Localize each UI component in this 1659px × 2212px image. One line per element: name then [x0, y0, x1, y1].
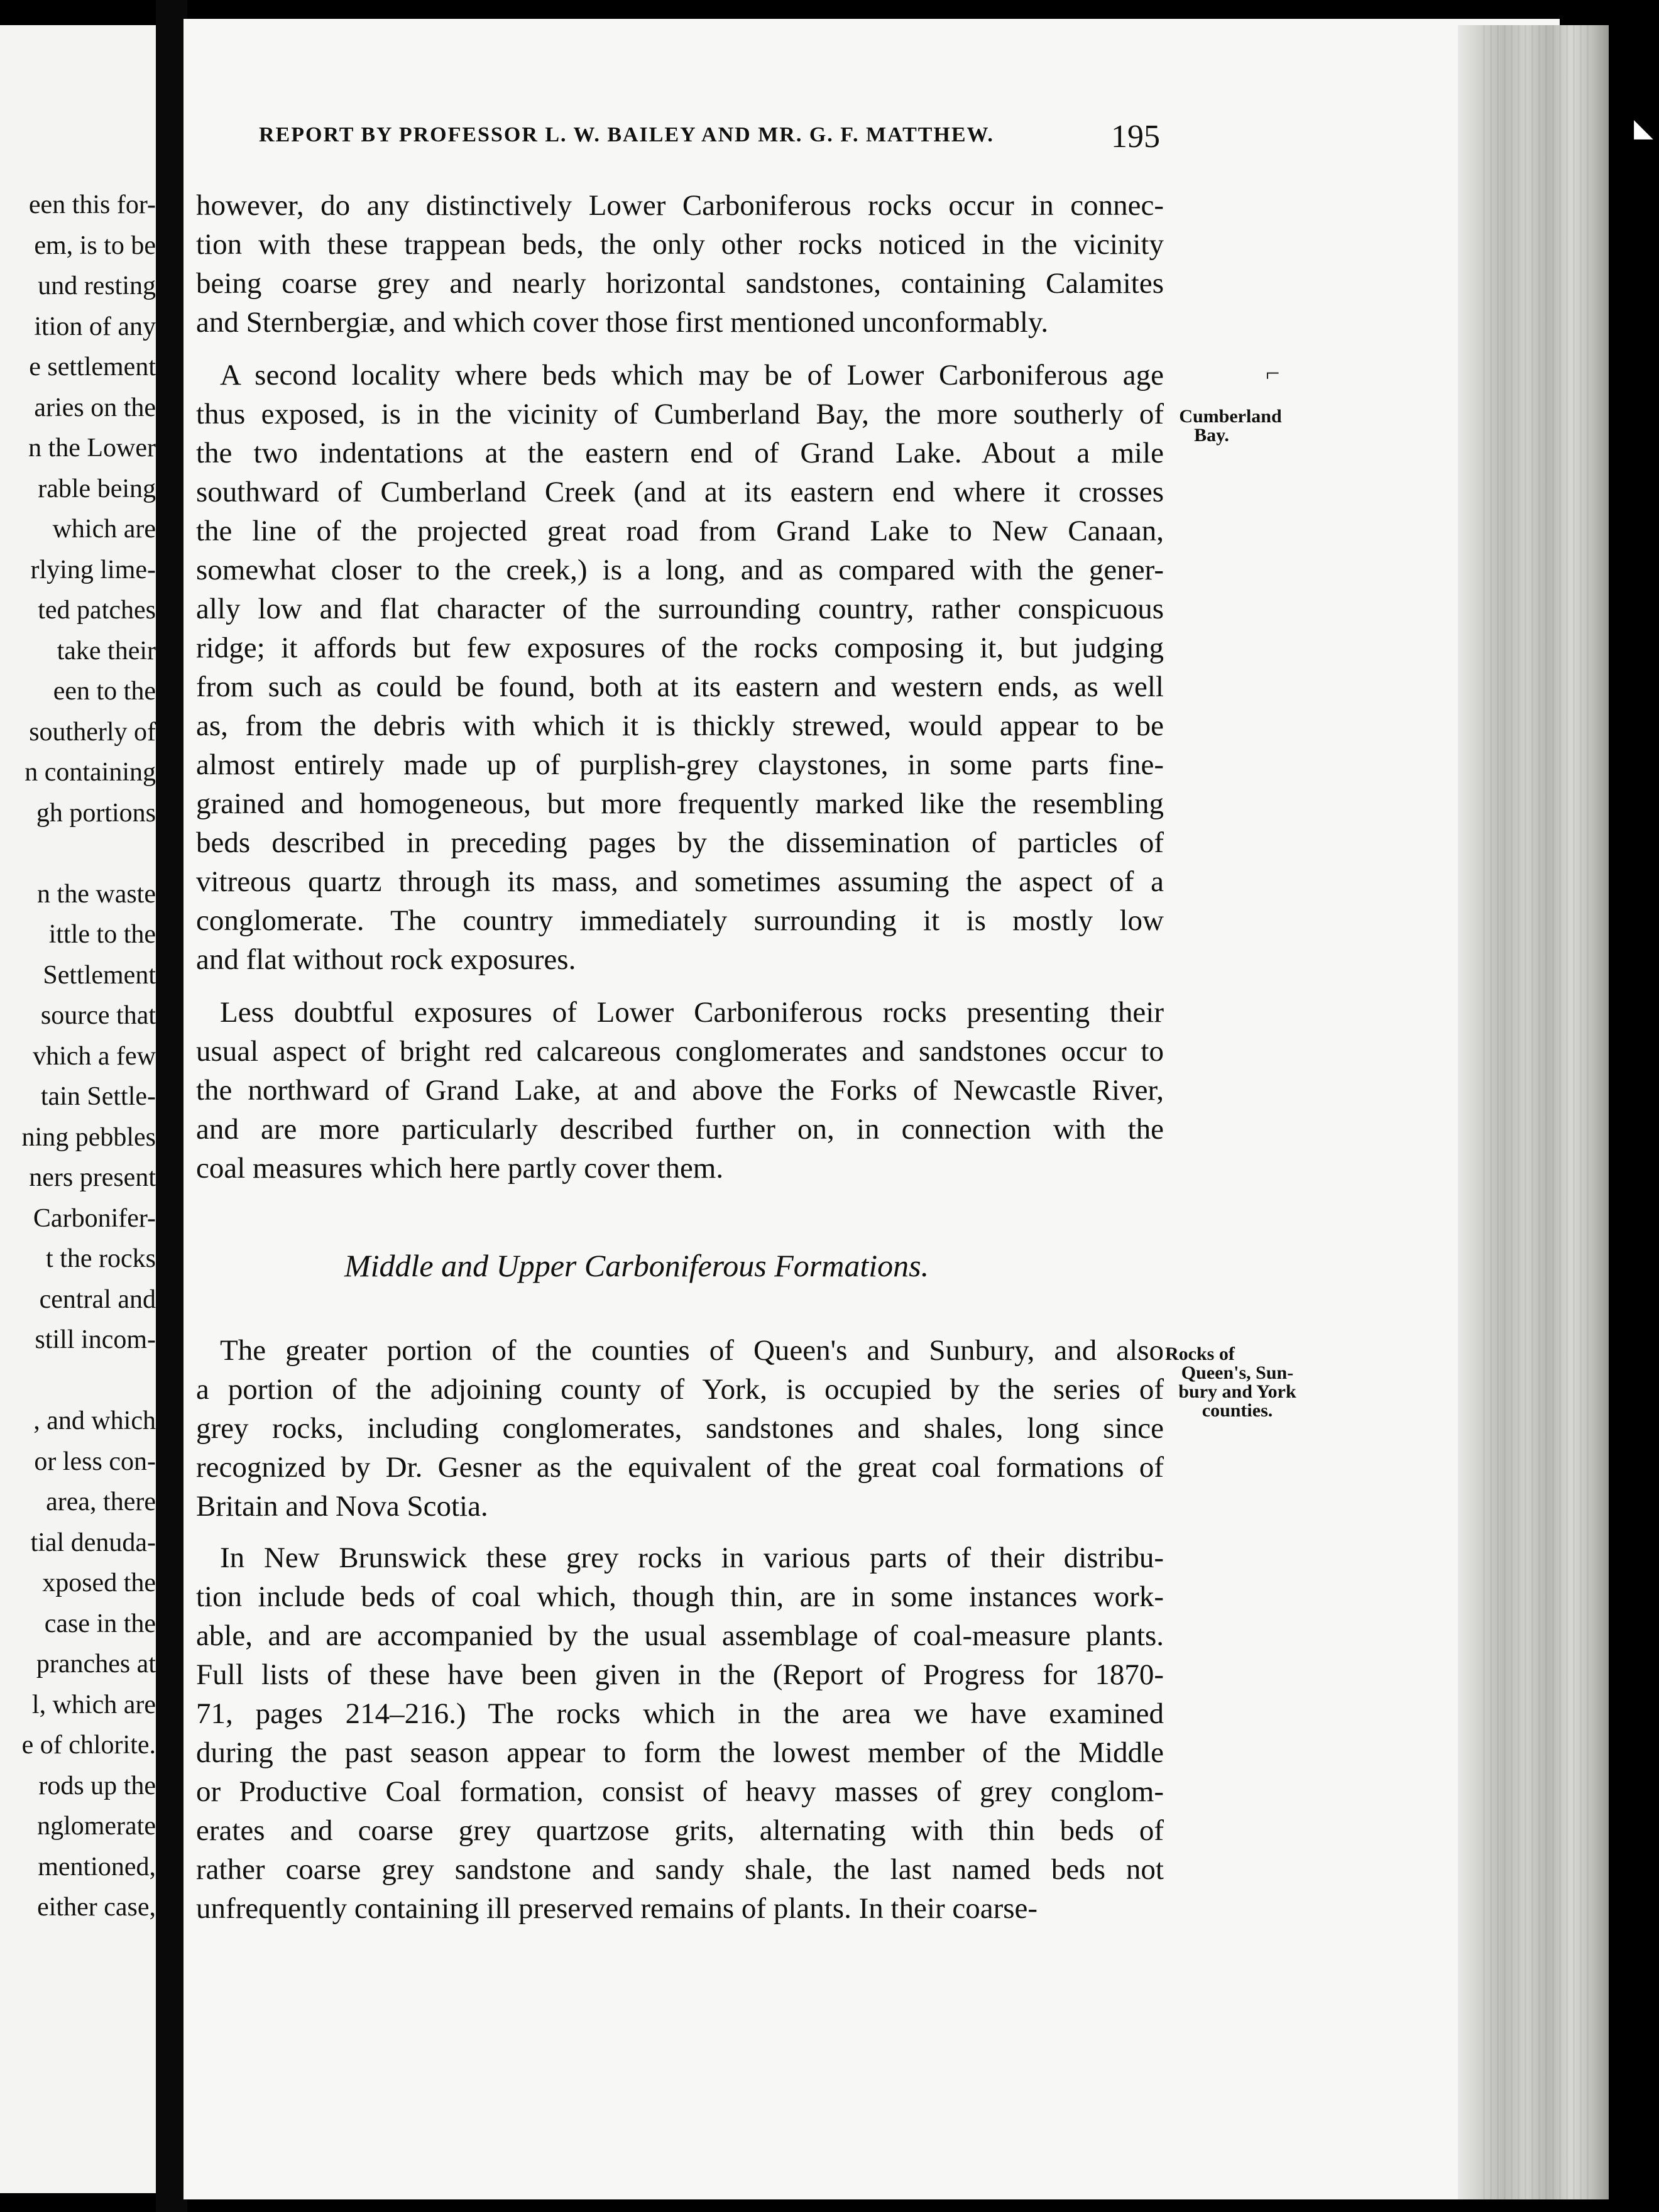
paragraph-line: Full lists of these have been given in the (Report of Progress for 1870- — [196, 1658, 1164, 1691]
paragraph-line: the line of the projected great road from Grand Lake to New Canaan, — [196, 515, 1164, 547]
left-page-line: or less con- — [34, 1447, 156, 1476]
paragraph-line: ridge; it affords but few exposures of the rocks composing it, but judging — [196, 632, 1164, 664]
paragraph-line: erates and coarse grey quartzose grits, alternating with thin beds of — [196, 1814, 1164, 1847]
left-page-line: gh portions — [36, 798, 156, 828]
left-page-line: ted patches — [38, 596, 156, 625]
paragraph-line: tion with these trappean beds, the only other rocks noticed in the vicinity — [196, 228, 1164, 261]
section-heading: Middle and Upper Carboniferous Formations. — [344, 1248, 929, 1283]
left-page-line: ners present — [29, 1163, 156, 1192]
left-page-line: tain Settle- — [40, 1082, 156, 1111]
paragraph-line: however, do any distinctively Lower Carboniferous rocks occur in connec- — [196, 189, 1164, 222]
paragraph-line: vitreous quartz through its mass, and sometimes assuming the aspect of a — [196, 865, 1164, 898]
paragraph-line: unfrequently containing ill preserved remains of plants. In their coarse- — [196, 1892, 1038, 1925]
paragraph-line: 71, pages 214–216.) The rocks which in the area we have examined — [196, 1697, 1164, 1730]
left-page-line: t the rocks — [46, 1244, 156, 1273]
left-page-line: mentioned, — [38, 1852, 156, 1881]
paragraph-line: or Productive Coal formation, consist of heavy masses of grey conglom- — [196, 1775, 1164, 1808]
margin-note-line: Cumberland — [1179, 406, 1282, 427]
margin-note-line: counties. — [1202, 1400, 1273, 1421]
left-page-line: e settlement — [29, 353, 156, 381]
page-edge-texture — [1483, 25, 1590, 2199]
left-page-line: n containing — [25, 758, 156, 787]
left-page-line: n the waste — [37, 879, 156, 909]
left-page-line: which are — [52, 515, 156, 544]
left-page — [0, 25, 156, 2193]
paragraph-line: recognized by Dr. Gesner as the equivalent of the great coal formations of — [196, 1451, 1164, 1484]
left-page-line: nglomerate — [37, 1812, 156, 1841]
paragraph-line: thus exposed, is in the vicinity of Cumberland Bay, the more southerly of — [196, 398, 1164, 430]
left-page-line: xposed the — [42, 1569, 156, 1597]
paragraph-line: from such as could be found, both at its eastern and western ends, as well — [196, 671, 1164, 703]
paragraph-line: ally low and flat character of the surrounding country, rather conspicuous — [196, 593, 1164, 625]
margin-note-line: Bay. — [1194, 425, 1229, 446]
left-page-line: een to the — [53, 677, 156, 706]
margin-note-line: Rocks of — [1165, 1344, 1235, 1364]
paragraph-line: rather coarse grey sandstone and sandy shale, the last named beds not — [196, 1853, 1164, 1886]
left-page-line: case in the — [44, 1609, 156, 1638]
paragraph-line: Less doubtful exposures of Lower Carboniferous rocks presenting their — [220, 996, 1164, 1029]
left-page-line: rable being — [38, 474, 156, 503]
paragraph-line: grained and homogeneous, but more frequently marked like the resembling — [196, 787, 1164, 820]
left-page-line: Carbonifer- — [33, 1203, 156, 1233]
left-page-line: e of chlorite. — [21, 1731, 156, 1760]
scan-mark: ◣ — [1634, 114, 1653, 142]
scan-mark: ⌐ — [1266, 359, 1280, 387]
left-page-line: southerly of — [29, 717, 156, 747]
paragraph-line: beds described in preceding pages by the dissemination of particles of — [196, 826, 1164, 859]
left-page-line: ition of any — [34, 312, 156, 341]
paragraph-line: coal measures which here partly cover them. — [196, 1152, 724, 1185]
paragraph-line: conglomerate. The country immediately surrounding it is mostly low — [196, 904, 1164, 937]
left-page-line: source that — [40, 1001, 156, 1030]
paragraph-line: a portion of the adjoining county of York, is occupied by the series of — [196, 1373, 1164, 1406]
left-page-line: l, which are — [31, 1690, 156, 1719]
left-page-line: ittle to the — [48, 920, 156, 949]
paragraph-line: able, and are accompanied by the usual assemblage of coal-measure plants. — [196, 1619, 1164, 1652]
paragraph-line: A second locality where beds which may be of Lower Carboniferous age — [220, 359, 1164, 391]
left-page-line: still incom- — [35, 1325, 156, 1354]
paragraph-line: and are more particularly described further on, in connection with the — [196, 1113, 1164, 1146]
left-page-line: , and which — [33, 1406, 156, 1435]
left-page-line: tial denuda- — [30, 1528, 156, 1557]
left-page-line: ning pebbles — [21, 1122, 156, 1152]
paragraph-line: somewhat closer to the creek,) is a long, and as compared with the gener- — [196, 554, 1164, 586]
paragraph-line: the two indentations at the eastern end of Grand Lake. About a mile — [196, 437, 1164, 469]
paragraph-line: and flat without rock exposures. — [196, 943, 576, 976]
margin-note-rocks-of-queens — [1165, 1345, 1310, 1420]
paragraph-line: being coarse grey and nearly horizontal sandstones, containing Calamites — [196, 267, 1164, 300]
paragraph-line: Britain and Nova Scotia. — [196, 1490, 488, 1523]
running-head: REPORT BY PROFESSOR L. W. BAILEY AND MR. G. F. MATTHEW. — [259, 123, 994, 146]
left-page-line: und resting — [38, 271, 156, 300]
paragraph-line: usual aspect of bright red calcareous conglomerates and sandstones occur to — [196, 1035, 1164, 1068]
left-page-line: area, there — [46, 1487, 156, 1516]
page-number: 195 — [1111, 119, 1160, 155]
left-page-line: em, is to be — [34, 231, 156, 260]
paragraph-line: tion include beds of coal which, though thin, are in some instances work- — [196, 1580, 1164, 1613]
left-page-line: rlying lime- — [30, 555, 156, 584]
left-page-line: either case, — [37, 1893, 156, 1922]
left-page-line: Settlement — [43, 960, 156, 990]
left-page-line: aries on the — [34, 393, 156, 422]
paragraph-line: and Sternbergiæ, and which cover those first mentioned unconformably. — [196, 306, 1049, 339]
margin-note-line: bury and York — [1178, 1381, 1296, 1402]
left-page-line: pranches at — [36, 1650, 156, 1678]
paragraph-line: In New Brunswick these grey rocks in various parts of their distribu- — [220, 1541, 1164, 1574]
book-gutter — [156, 0, 187, 2212]
paragraph-line: The greater portion of the counties of Queen's and Sunbury, and also — [220, 1334, 1164, 1367]
left-page-line: take their — [57, 636, 156, 665]
paragraph-line: the northward of Grand Lake, at and above the Forks of Newcastle River, — [196, 1074, 1164, 1107]
left-page-line: vhich a few — [33, 1041, 156, 1071]
left-page-line: rods up the — [38, 1771, 156, 1800]
left-page-line: central and — [39, 1284, 156, 1314]
left-page-line: een this for- — [28, 190, 156, 219]
paragraph-line: during the past season appear to form the lowest member of the Middle — [196, 1736, 1164, 1769]
paragraph-line: almost entirely made up of purplish-grey claystones, in some parts fine- — [196, 748, 1164, 781]
paragraph-line: as, from the debris with which it is thickly strewed, would appear to be — [196, 709, 1164, 742]
margin-note-cumberland-bay — [1168, 407, 1293, 445]
margin-note-line: Queen's, Sun- — [1181, 1362, 1294, 1383]
paragraph-line: grey rocks, including conglomerates, sandstones and shales, long since — [196, 1412, 1164, 1445]
left-page-line: n the Lower — [28, 434, 156, 463]
paragraph-line: southward of Cumberland Creek (and at its eastern end where it crosses — [196, 476, 1164, 508]
